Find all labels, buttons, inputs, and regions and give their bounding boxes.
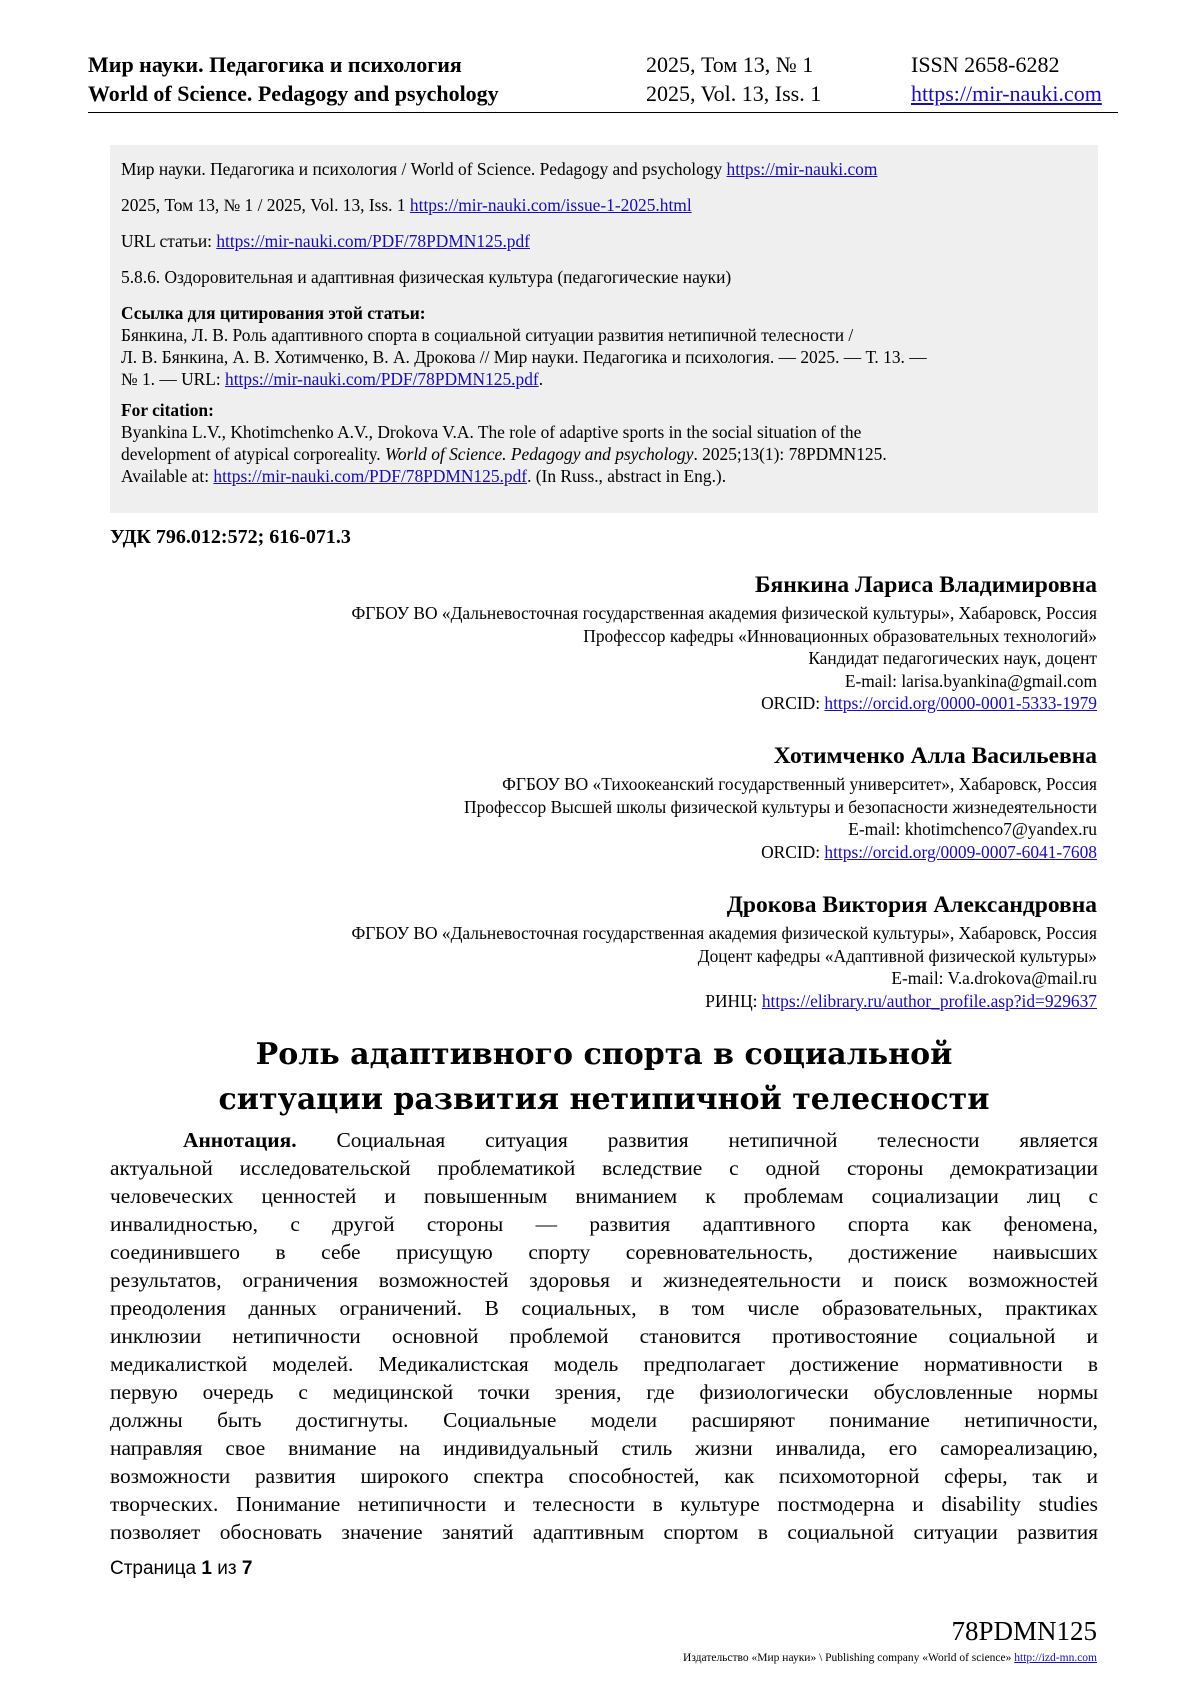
citation-en-line: development of atypical corporeality. World of Science. Pedagogy and psychology. 2025;13(1): 78PDMN125. — [121, 444, 887, 464]
abstract-line: возможности развития широкого спектра способностей, как психомоторной сферы, так и — [110, 1464, 1098, 1488]
author-affiliation: ФГБОУ ВО «Дальневосточная государственная академия физической культуры», Хабаровск, Россия — [351, 923, 1097, 943]
box-journal-line: Мир науки. Педагогика и психология / World of Science. Pedagogy and psychology https://mir-nauki.com — [121, 159, 878, 179]
orcid-link[interactable]: https://orcid.org/0000-0001-5333-1979 — [824, 693, 1097, 713]
citation-en — [121, 399, 1091, 487]
author-block — [351, 890, 1097, 1012]
abstract-line: позволяет обосновать значение занятий адаптивным спортом в социальной ситуации развития — [110, 1520, 1098, 1544]
citation-ru-label: Ссылка для цитирования этой статьи: — [121, 303, 426, 323]
journal-header — [88, 50, 1118, 113]
article-title — [110, 1032, 1098, 1122]
article-code: 78PDMN125 — [951, 1616, 1097, 1646]
citation-ru-line: Л. В. Бянкина, А. В. Хотимченко, В. А. Дрокова // Мир науки. Педагогика и психология. — 2025. — Т. 13. — — [121, 347, 927, 367]
author-email: E-mail: V.a.drokova@mail.ru — [891, 968, 1097, 988]
abstract-line: первую очередь с медицинской точки зрения, где физиологически обусловленные нормы — [110, 1380, 1098, 1404]
issn: ISSN 2658-6282 — [911, 52, 1060, 77]
author-position: Профессор кафедры «Инновационных образовательных технологий» — [583, 625, 1097, 646]
journal-name-en: World of Science. Pedagogy and psychology — [88, 81, 499, 106]
issue-info — [646, 50, 821, 108]
rinc-link[interactable]: https://elibrary.ru/author_profile.asp?id=929637 — [761, 990, 1097, 1011]
box-url-line: URL статьи: https://mir-nauki.com/PDF/78PDMN125.pdf — [121, 231, 530, 251]
citation-en-label: For citation: — [121, 400, 214, 420]
abstract-line: человеческих ценностей и повышенным вниманием к проблемам социализации лиц с — [110, 1184, 1098, 1208]
author-id: ORCID: https://orcid.org/0009-0007-6041-7608 — [761, 841, 1097, 862]
citation-en-line: Byankina L.V., Khotimchenko A.V., Drokova V.A. The role of adaptive sports in the social situation of the — [121, 422, 862, 442]
author-block — [351, 570, 1097, 715]
citation-ru-line: № 1. — URL: https://mir-nauki.com/PDF/78PDMN125.pdf. — [121, 369, 544, 389]
author-block — [464, 741, 1097, 863]
citation-ru-line: Бянкина, Л. В. Роль адаптивного спорта в социальной ситуации развития нетипичной телесности / — [121, 325, 854, 345]
citation-en-line: Available at: https://mir-nauki.com/PDF/78PDMN125.pdf. (In Russ., abstract in Eng.). — [121, 466, 727, 486]
author-affiliation: ФГБОУ ВО «Тихоокеанский государственный университет», Хабаровск, Россия — [502, 774, 1097, 794]
title-line: Роль адаптивного спорта в социальной — [255, 1037, 953, 1072]
citation-ru — [121, 302, 1091, 390]
journal-name — [88, 50, 499, 108]
author-position: Доцент кафедры «Адаптивной физической культуры» — [697, 945, 1097, 966]
publisher-line: Издательство «Мир науки» \ Publishing company «World of science» http://izd-mn.com — [683, 1652, 1097, 1664]
author-degree: Кандидат педагогических наук, доцент — [808, 648, 1097, 668]
box-article-link[interactable]: https://mir-nauki.com/PDF/78PDMN125.pdf — [216, 231, 530, 251]
issue-ru: 2025, Том 13, № 1 — [646, 52, 814, 77]
citation-en-link[interactable]: https://mir-nauki.com/PDF/78PDMN125.pdf — [213, 466, 528, 486]
abstract-line: актуальной исследовательской проблематикой вследствие с одной стороны демократизации — [110, 1156, 1098, 1180]
author-position: Профессор Высшей школы физической культуры и безопасности жизнедеятельности — [464, 796, 1097, 817]
abstract-line: медикалисткой моделей. Медикалистская модель предполагает достижение нормативности в — [110, 1352, 1098, 1376]
box-issue-line: 2025, Том 13, № 1 / 2025, Vol. 13, Iss. 1 https://mir-nauki.com/issue-1-2025.html — [121, 195, 692, 215]
issue-en: 2025, Vol. 13, Iss. 1 — [646, 81, 822, 106]
author-name: Бянкина Лариса Владимировна — [754, 572, 1097, 598]
abstract-label: Аннотация. — [183, 1128, 297, 1152]
abstract-line: направляя свое внимание на индивидуальный стиль жизни инвалида, его самореализацию, — [110, 1436, 1098, 1460]
author-name: Дрокова Виктория Александровна — [726, 892, 1097, 918]
journal-name-ru: Мир науки. Педагогика и психология — [88, 52, 462, 77]
author-id: РИНЦ: https://elibrary.ru/author_profile.asp?id=929637 — [705, 990, 1097, 1011]
author-id: ORCID: https://orcid.org/0000-0001-5333-1979 — [761, 693, 1097, 713]
issn-info — [911, 50, 1102, 108]
citation-ru-link[interactable]: https://mir-nauki.com/PDF/78PDMN125.pdf — [225, 369, 539, 389]
author-email: E-mail: larisa.byankina@gmail.com — [844, 670, 1097, 691]
journal-site-link[interactable]: https://mir-nauki.com — [911, 81, 1102, 106]
orcid-link[interactable]: https://orcid.org/0009-0007-6041-7608 — [824, 841, 1097, 862]
abstract-line: инклюзии нетипичности основной проблемой становится противостояние социальной и — [110, 1324, 1098, 1348]
abstract — [110, 1126, 1098, 1546]
abstract-line: инвалидностью, с другой стороны — развития адаптивного спорта как феномена, — [110, 1212, 1098, 1236]
box-issue-link[interactable]: https://mir-nauki.com/issue-1-2025.html — [409, 195, 692, 215]
abstract-line: соединившего в себе присущую спорту соревновательность, достижение наивысших — [110, 1240, 1098, 1264]
box-journal-link[interactable]: https://mir-nauki.com — [726, 159, 878, 179]
abstract-line: творческих. Понимание нетипичности и телесности в культуре постмодерна и disability studies — [110, 1492, 1098, 1516]
author-email: E-mail: khotimchenco7@yandex.ru — [848, 819, 1097, 839]
abstract-line: должны быть достигнуты. Социальные модели расширяют понимание нетипичности, — [110, 1408, 1098, 1432]
author-name: Хотимченко Алла Васильевна — [773, 743, 1097, 769]
citation-box — [110, 145, 1098, 513]
abstract-line: преодоления данных ограничений. В социальных, в том числе образовательных, практиках — [110, 1296, 1098, 1320]
abstract-line: результатов, ограничения возможностей здоровья и жизнедеятельности и поиск возможностей — [110, 1268, 1098, 1292]
author-affiliation: ФГБОУ ВО «Дальневосточная государственная академия физической культуры», Хабаровск, Россия — [351, 603, 1097, 623]
udc-code: УДК 796.012:572; 616-071.3 — [110, 526, 351, 548]
page-number: Страница 1 из 7 — [110, 1558, 253, 1579]
box-specialty-line: 5.8.6. Оздоровительная и адаптивная физическая культура (педагогические науки) — [121, 267, 732, 287]
abstract-line: Аннотация. Социальная ситуация развития нетипичной телесности является — [183, 1128, 1098, 1152]
title-line: ситуации развития нетипичной телесности — [218, 1082, 990, 1117]
publisher-link[interactable]: http://izd-mn.com — [1014, 1652, 1097, 1664]
